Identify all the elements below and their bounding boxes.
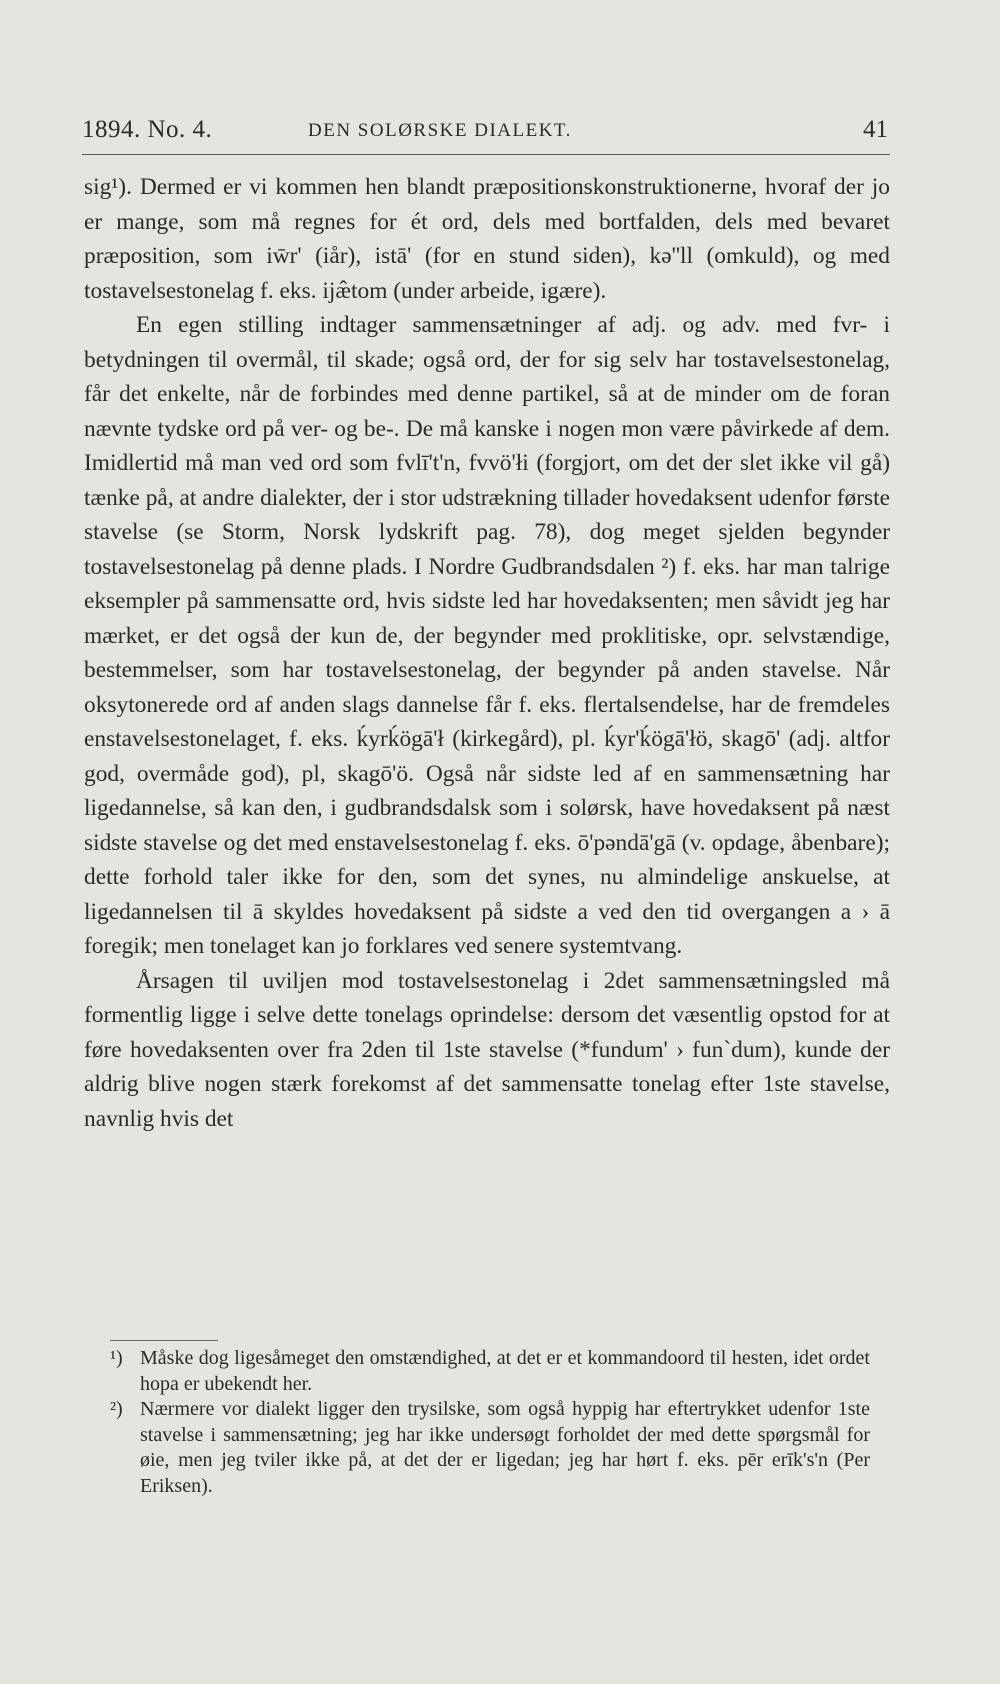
header-rule <box>82 154 890 155</box>
running-header <box>82 108 890 150</box>
issue-label: 1894. No. 4. <box>82 116 213 143</box>
page-number: 41 <box>863 116 888 143</box>
footnote <box>110 1397 870 1499</box>
body-text <box>84 170 890 1136</box>
footnote-rule <box>110 1340 218 1341</box>
paragraph: sig¹). Dermed er vi kommen hen blandt præpositionskonstruktionerne, hvoraf der jo er mange, som må regnes for ét ord, dels med bortfalden, dels med bevaret præposition, som iw̄r' (iår), istā' (for en stund siden), kə''ll (omkuld), og med tostavelsestonelag f. eks. ijæ̂tom (under arbeide, igære). <box>84 174 890 304</box>
footnote <box>110 1346 870 1397</box>
paragraph: Årsagen til uviljen mod tostavelsestonelag i 2det sammensætningsled må formentlig ligge i selve dette tonelags oprindelse: dersom det væsentlig opstod for at føre hovedaksenten over fra 2den til 1ste stavelse (*fundum' › fun`dum), kunde der aldrig blive nogen stærk forekomst af det sammensatte tonelag efter 1ste stavelse, navnlig hvis det <box>84 967 890 1132</box>
footnote-text: Nærmere vor dialekt ligger den trysilske, som også hyppig har eftertrykket udenfor 1ste stavelse i sammensætning; jeg har ikke undersøgt forholdet der med dette spørgsmål for øie, men jeg tviler ikke på, at det der er ligedan; jeg har hørt f. eks. pēr erīk's'n (Per Eriksen). <box>140 1398 870 1497</box>
footnote-text: Måske dog ligesåmeget den omstændighed, at det er et kommandoord til hesten, idet ordet hopa er ubekendt her. <box>140 1347 870 1395</box>
paragraph: En egen stilling indtager sammensætninger af adj. og adv. med fvr- i betydningen til overmål, til skade; også ord, der for sig selv har tostavelsestonelag, får det enkelte, når de forbindes med denne partikel, så at de minder om de foran nævnte tydske ord på ver- og be-. De må kanske i nogen mon være påvirkede af dem. Imidlertid må man ved ord som fvlī't'n, fvvö'łi (forgjort, om det der slet ikke vil gå) tænke på, at andre dialekter, der i stor udstrækning tillader hovedaksent udenfor første stavelse (se Storm, Norsk lydskrift pag. 78), dog meget sjelden begynder tostavelsestonelag på denne plads. I Nordre Gudbrandsdalen ²) f. eks. har man talrige eksempler på sammensatte ord, hvis sidste led har hovedaksenten; men såvidt jeg har mærket, er det også der kun de, der begynder med proklitiske, opr. selvstændige, bestemmelser, som har tostavelsestonelag, der begynder på anden stavelse. Når oksytonerede ord af anden slags dannelse får f. eks. flertalsendelse, har de fremdeles enstavelsestonelaget, f. eks. ḱyrḱögā'ł (kirkegård), pl. ḱyr'ḱögā'łö, skagō' (adj. altfor god, overmåde god), pl, skagō'ö. Også når sidste led af en sammensætning har ligedannelse, så kan den, i gudbrandsdalsk som i solørsk, have hovedaksent på næst sidste stavelse og det med enstavelsestonelag f. eks. ō'pəndā'gā (v. opdage, åbenbare); dette forhold taler ikke for den, som det synes, nu almindelige anskuelse, at ligedannelsen til ā skyldes hovedaksent på sidste a ved den tid overgangen a › ā foregik; men tonelaget kan jo forklares ved senere systemtvang. <box>84 312 890 959</box>
footnotes <box>110 1346 870 1500</box>
footnote-mark: ¹) <box>110 1347 123 1369</box>
running-title: DEN SOLØRSKE DIALEKT. <box>308 120 572 141</box>
footnote-mark: ²) <box>110 1398 123 1421</box>
